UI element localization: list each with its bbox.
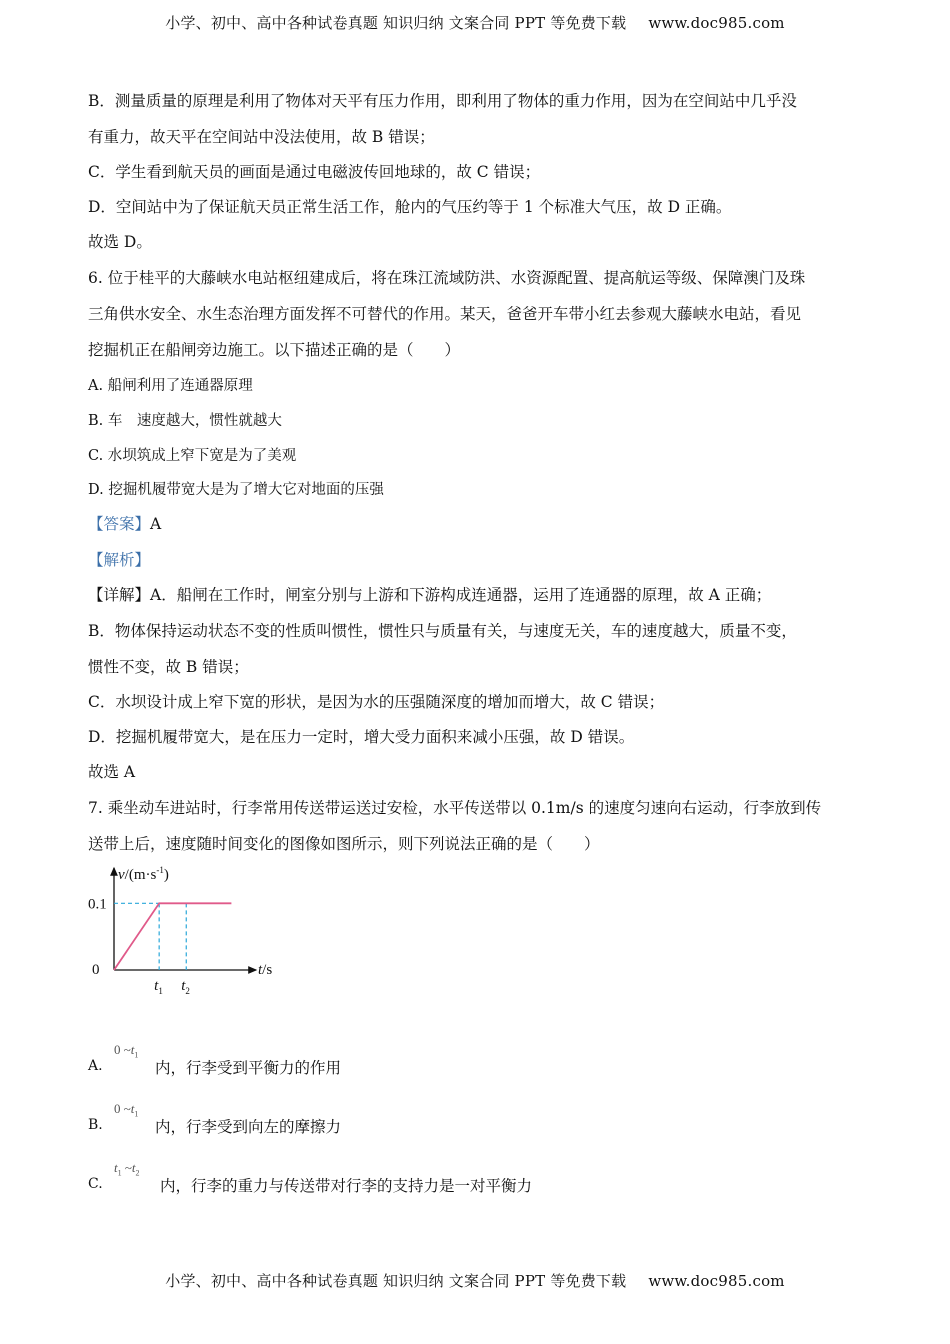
text-line: D．空间站中为了保证航天员正常生活工作，舱内的气压约等于 1 个标准大气压，故 D 正确。	[88, 198, 732, 216]
velocity-series-line	[114, 903, 231, 970]
math-to: t	[130, 1042, 135, 1057]
question-7-stem: 7. 乘坐动车进站时，行李常用传送带运送过安检，水平传送带以 0.1m/s 的速度匀速向右运动，行李放到传	[88, 799, 822, 817]
origin-label: 0	[92, 962, 100, 978]
q6-option-b: B. 车 速度越大，惯性就越大	[88, 413, 282, 429]
option-text: 内，行李受到平衡力的作用	[155, 1059, 342, 1077]
question-6-stem: 6. 位于桂平的大藤峡水电站枢纽建成后，将在珠江流域防洪、水资源配置、提高航运等级、保障澳门及珠	[88, 269, 806, 287]
x-tick-label-t1: $t_1$	[154, 978, 163, 996]
header-url[interactable]: www.doc985.com	[648, 14, 785, 32]
header-text: 小学、初中、高中各种试卷真题 知识归纳 文案合同 PPT 等免费下载	[165, 14, 627, 32]
math-sub: 1	[134, 1050, 139, 1060]
page-header	[0, 12, 950, 33]
option-label: A.	[88, 1058, 103, 1074]
detail-text: A．船闸在工作时，闸室分别与上游和下游构成连通器，运用了连通器的原理，故 A 正确；	[150, 586, 772, 604]
math-range: $t_1$ $\sim t_2$	[114, 1160, 140, 1178]
question-7-stem: 送带上后，速度随时间变化的图像如图所示，则下列说法正确的是（ ）	[88, 835, 600, 853]
text-line: 故选 D。	[88, 233, 152, 251]
answer-line	[88, 514, 161, 534]
math-to: t	[131, 1160, 136, 1175]
math-range: 0 $\sim t_1$	[114, 1042, 139, 1060]
math-sub: 2	[135, 1168, 140, 1178]
text-line: D．挖掘机履带宽大，是在压力一定时，增大受力面积来减小压强，故 D 错误。	[88, 728, 635, 746]
q6-option-c: C. 水坝筑成上窄下宽是为了美观	[88, 448, 297, 464]
x-tick-label-t2: $t_2$	[181, 978, 190, 996]
velocity-time-chart	[88, 858, 288, 998]
text-line: B．测量质量的原理是利用了物体对天平有压力作用，即利用了物体的重力作用，因为在空间站中几乎没	[88, 92, 797, 110]
math-from: t	[114, 1160, 118, 1175]
text-line: 有重力，故天平在空间站中没法使用，故 B 错误；	[88, 128, 435, 146]
analysis-label: 【解析】	[88, 551, 151, 569]
detail-line	[88, 585, 771, 605]
math-to: t	[130, 1101, 135, 1116]
math-sub-from: 1	[117, 1168, 122, 1178]
text-line: B．物体保持运动状态不变的性质叫惯性，惯性只与质量有关，与速度无关，车的速度越大，质量不变，	[88, 622, 797, 640]
answer-label: 【答案】	[88, 515, 151, 533]
footer-url[interactable]: www.doc985.com	[648, 1272, 785, 1290]
option-text: 内，行李的重力与传送带对行李的支持力是一对平衡力	[160, 1177, 533, 1195]
question-6-stem: 三角供水安全、水生态治理方面发挥不可替代的作用。某天，爸爸开车带小红去参观大藤峡水电站，看见	[88, 305, 802, 323]
page-footer	[0, 1270, 950, 1291]
q6-option-d: D. 挖掘机履带宽大是为了增大它对地面的压强	[88, 482, 384, 498]
x-axis-label: t/s	[258, 962, 273, 978]
footer-text: 小学、初中、高中各种试卷真题 知识归纳 文案合同 PPT 等免费下载	[165, 1272, 627, 1290]
math-sub: 1	[134, 1109, 139, 1119]
text-line: 惯性不变，故 B 错误；	[88, 658, 249, 676]
option-text: 内，行李受到向左的摩擦力	[155, 1118, 342, 1136]
math-from: 0	[114, 1042, 121, 1057]
y-tick-label: 0.1	[88, 896, 107, 913]
text-line: C．水坝设计成上窄下宽的形状，是因为水的压强随深度的增加而增大，故 C 错误；	[88, 693, 665, 711]
question-6-stem: 挖掘机正在船闸旁边施工。以下描述正确的是（ ）	[88, 341, 461, 359]
answer-value: A	[150, 515, 162, 533]
math-from: 0	[114, 1101, 121, 1116]
detail-label: 【详解】	[88, 586, 151, 604]
math-range: 0 $\sim t_1$	[114, 1101, 139, 1119]
text-line: C．学生看到航天员的画面是通过电磁波传回地球的，故 C 错误；	[88, 163, 541, 181]
text-line: 故选 A	[88, 763, 136, 781]
option-label: B.	[88, 1117, 103, 1133]
velocity-time-svg	[88, 858, 288, 998]
option-label: C.	[88, 1176, 103, 1192]
q6-option-a: A. 船闸利用了连通器原理	[88, 378, 253, 394]
y-axis-label: $v/(m\cdot s^{-1})$	[118, 865, 169, 883]
